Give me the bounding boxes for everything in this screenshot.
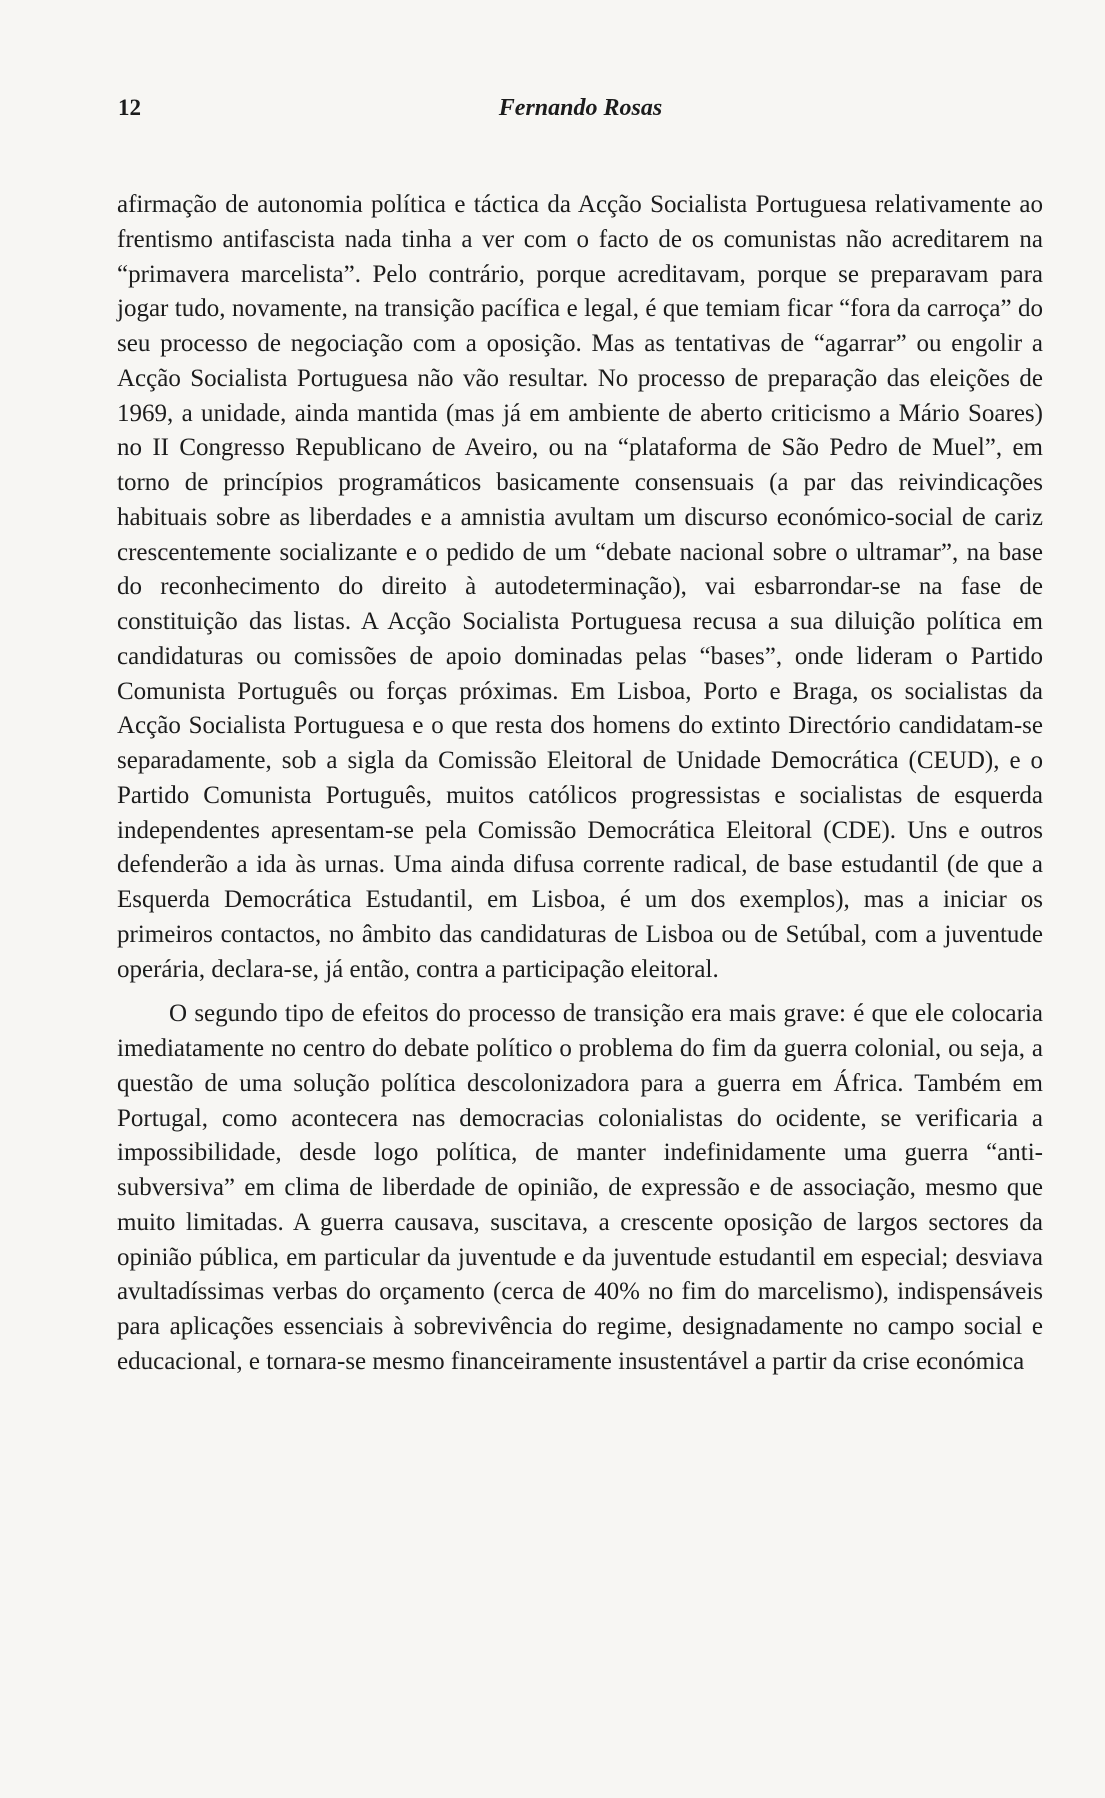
- page-number: 12: [118, 95, 141, 120]
- running-header: [118, 95, 1043, 135]
- body-text: [117, 188, 1043, 1380]
- header-author: Fernando Rosas: [498, 95, 663, 121]
- paragraph-2: O segundo tipo de efeitos do processo de transição era mais grave: é que ele colocaria imediatamente no centro do debate político o problema do fim da guerra colonial, ou seja, a questão de uma solução política descolonizadora para a guerra em África. Também em Portugal, como acontecera nas democracias colonialistas do ocidente, se verificaria a impossibilidade, desde logo política, de manter indefinidamente uma guerra “anti-subversiva” em clima de liberdade de opinião, de expressão e de associação, mesmo que muito limitadas. A guerra causava, suscitava, a crescente oposição de largos sectores da opinião pública, em particular da juventude e da juventude estudantil em especial; desviava avultadíssimas verbas do orçamento (cerca de 40% no fim do marcelismo), indispensáveis para aplicações essenciais à sobrevivência do regime, designadamente no campo social e educacional, e tornara-se mesmo financeiramente insustentável a partir da crise económica: [117, 1000, 1043, 1375]
- paragraph-1: afirmação de autonomia política e táctica da Acção Socialista Portuguesa relativamente ao frentismo antifascista nada tinha a ver com o facto de os comunistas não acreditarem na “primavera marcelista”. Pelo contrário, porque acreditavam, porque se preparavam para jogar tudo, novamente, na transição pacífica e legal, é que temiam ficar “fora da carroça” do seu processo de negociação com a oposição. Mas as tentativas de “agarrar” ou engolir a Acção Socialista Portuguesa não vão resultar. No processo de preparação das eleições de 1969, a unidade, ainda mantida (mas já em ambiente de aberto criticismo a Mário Soares) no II Congresso Republicano de Aveiro, ou na “plataforma de São Pedro de Muel”, em torno de princípios programáticos basicamente consensuais (a par das reivindicações habituais sobre as liberdades e a amnistia avultam um discurso económico-social de cariz crescentemente socializante e o pedido de um “debate nacional sobre o ultramar”, na base do reconhecimento do direito à autodeterminação), vai esbarrondar-se na fase de constituição das listas. A Acção Socialista Portuguesa recusa a sua diluição política em candidaturas ou comissões de apoio dominadas pelas “bases”, onde lideram o Partido Comunista Português ou forças próximas. Em Lisboa, Porto e Braga, os socialistas da Acção Socialista Portuguesa e o que resta dos homens do extinto Directório candidatam-se separadamente, sob a sigla da Comissão Eleitoral de Unidade Democrática (CEUD), e o Partido Comunista Português, muitos católicos progressistas e socialistas de esquerda independentes apresentam-se pela Comissão Democrática Eleitoral (CDE). Uns e outros defenderão a ida às urnas. Uma ainda difusa corrente radical, de base estudantil (de que a Esquerda Democrática Estudantil, em Lisboa, é um dos exemplos), mas a iniciar os primeiros contactos, no âmbito das candidaturas de Lisboa ou de Setúbal, com a juventude operária, declara-se, já então, contra a participação eleitoral.: [117, 191, 1043, 983]
